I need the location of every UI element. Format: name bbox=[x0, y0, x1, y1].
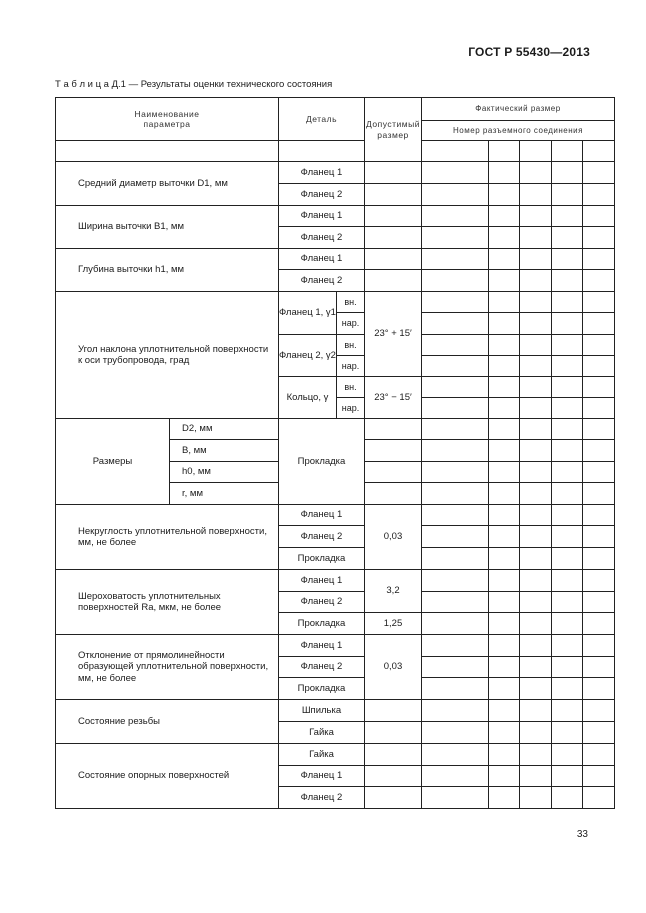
value-cell bbox=[489, 722, 520, 744]
value-cell bbox=[489, 249, 520, 270]
tolerance-cell bbox=[365, 227, 422, 249]
tolerance-cell bbox=[365, 184, 422, 206]
angle-detail-ring: Кольцо, γ bbox=[279, 377, 337, 419]
tolerance-cell bbox=[365, 270, 422, 292]
value-cell bbox=[552, 505, 583, 526]
param-sizes: Размеры bbox=[56, 419, 170, 505]
value-cell bbox=[583, 548, 615, 570]
side-outer: нар. bbox=[337, 356, 365, 377]
value-cell bbox=[489, 206, 520, 227]
value-cell bbox=[489, 483, 520, 505]
tolerance-cell bbox=[365, 722, 422, 744]
value-cell bbox=[552, 613, 583, 635]
value-cell bbox=[583, 462, 615, 483]
detail-cell: Прокладка bbox=[279, 678, 365, 700]
value-cell bbox=[422, 505, 489, 526]
value-cell bbox=[583, 398, 615, 419]
side-inner: вн. bbox=[337, 377, 365, 398]
value-cell bbox=[520, 419, 552, 440]
value-cell bbox=[520, 249, 552, 270]
size-d2: D2, мм bbox=[170, 419, 279, 440]
param-angle: Угол наклона уплотнительной поверхности к оси трубопровода, град bbox=[56, 292, 279, 419]
table-caption: Т а б л и ц а Д.1 — Результаты оценки технического состояния bbox=[55, 79, 333, 90]
value-cell bbox=[422, 440, 489, 462]
detail-cell: Прокладка bbox=[279, 613, 365, 635]
tolerance-cell bbox=[365, 700, 422, 722]
param-straightness: Отклонение от прямолинейности образующей уплотнительной поверхности, мм, не более bbox=[56, 635, 279, 700]
side-inner: вн. bbox=[337, 335, 365, 356]
value-cell bbox=[520, 787, 552, 809]
value-cell bbox=[552, 206, 583, 227]
value-cell bbox=[520, 505, 552, 526]
detail-cell: Фланец 2 bbox=[279, 592, 365, 613]
value-cell bbox=[520, 398, 552, 419]
value-cell bbox=[552, 635, 583, 657]
detail-cell: Фланец 2 bbox=[279, 787, 365, 809]
value-cell bbox=[422, 356, 489, 377]
value-cell bbox=[520, 313, 552, 335]
value-cell bbox=[583, 678, 615, 700]
value-cell bbox=[552, 162, 583, 184]
value-cell bbox=[489, 548, 520, 570]
value-cell bbox=[489, 356, 520, 377]
value-cell bbox=[583, 592, 615, 613]
value-cell bbox=[583, 657, 615, 678]
value-cell bbox=[422, 592, 489, 613]
value-cell bbox=[422, 766, 489, 787]
value-cell bbox=[520, 570, 552, 592]
joint-cell bbox=[552, 141, 583, 162]
param-depth: Глубина выточки h1, мм bbox=[56, 249, 279, 292]
value-cell bbox=[520, 722, 552, 744]
detail-cell: Фланец 2 bbox=[279, 657, 365, 678]
value-cell bbox=[489, 462, 520, 483]
value-cell bbox=[422, 419, 489, 440]
value-cell bbox=[520, 613, 552, 635]
detail-cell: Шпилька bbox=[279, 700, 365, 722]
value-cell bbox=[520, 592, 552, 613]
value-cell bbox=[583, 570, 615, 592]
tolerance-cell bbox=[365, 249, 422, 270]
value-cell bbox=[583, 722, 615, 744]
value-cell bbox=[520, 657, 552, 678]
value-cell bbox=[583, 505, 615, 526]
value-cell bbox=[489, 335, 520, 356]
value-cell bbox=[520, 270, 552, 292]
value-cell bbox=[422, 570, 489, 592]
tolerance-straightness: 0,03 bbox=[365, 635, 422, 700]
value-cell bbox=[520, 526, 552, 548]
value-cell bbox=[583, 206, 615, 227]
value-cell bbox=[583, 227, 615, 249]
detail-cell: Фланец 2 bbox=[279, 526, 365, 548]
value-cell bbox=[489, 505, 520, 526]
param-width: Ширина выточки B1, мм bbox=[56, 206, 279, 249]
size-b: B, мм bbox=[170, 440, 279, 462]
detail-cell: Фланец 1 bbox=[279, 162, 365, 184]
value-cell bbox=[422, 206, 489, 227]
value-cell bbox=[583, 270, 615, 292]
value-cell bbox=[552, 398, 583, 419]
value-cell bbox=[422, 398, 489, 419]
value-cell bbox=[583, 787, 615, 809]
value-cell bbox=[422, 635, 489, 657]
value-cell bbox=[552, 678, 583, 700]
value-cell bbox=[422, 700, 489, 722]
value-cell bbox=[552, 483, 583, 505]
value-cell bbox=[520, 744, 552, 766]
param-thread: Состояние резьбы bbox=[56, 700, 279, 744]
value-cell bbox=[520, 206, 552, 227]
size-h0: h0, мм bbox=[170, 462, 279, 483]
value-cell bbox=[422, 249, 489, 270]
value-cell bbox=[489, 700, 520, 722]
size-r: r, мм bbox=[170, 483, 279, 505]
value-cell bbox=[552, 700, 583, 722]
param-roughness: Шероховатость уплотнительных поверхностей Ra, мкм, не более bbox=[56, 570, 279, 635]
tolerance-cell bbox=[365, 162, 422, 184]
param-diameter: Средний диаметр выточки D1, мм bbox=[56, 162, 279, 206]
value-cell bbox=[422, 657, 489, 678]
value-cell bbox=[422, 526, 489, 548]
param-nonround: Некруглость уплотнительной поверхности, мм, не более bbox=[56, 505, 279, 570]
value-cell bbox=[552, 548, 583, 570]
value-cell bbox=[489, 678, 520, 700]
col-header-detail: Деталь bbox=[279, 98, 365, 141]
value-cell bbox=[552, 184, 583, 206]
value-cell bbox=[552, 377, 583, 398]
value-cell bbox=[552, 440, 583, 462]
value-cell bbox=[422, 462, 489, 483]
value-cell bbox=[422, 227, 489, 249]
detail-cell: Фланец 1 bbox=[279, 249, 365, 270]
value-cell bbox=[520, 356, 552, 377]
value-cell bbox=[489, 526, 520, 548]
value-cell bbox=[552, 657, 583, 678]
value-cell bbox=[552, 419, 583, 440]
value-cell bbox=[489, 398, 520, 419]
value-cell bbox=[552, 787, 583, 809]
tolerance-cell bbox=[365, 462, 422, 483]
value-cell bbox=[552, 335, 583, 356]
value-cell bbox=[422, 613, 489, 635]
value-cell bbox=[552, 570, 583, 592]
detail-cell: Прокладка bbox=[279, 548, 365, 570]
value-cell bbox=[552, 722, 583, 744]
value-cell bbox=[520, 292, 552, 313]
tolerance-cell bbox=[365, 766, 422, 787]
value-cell bbox=[422, 270, 489, 292]
detail-cell: Фланец 2 bbox=[279, 227, 365, 249]
page-number: 33 bbox=[576, 829, 588, 840]
detail-cell: Фланец 2 bbox=[279, 270, 365, 292]
tolerance-nonround: 0,03 bbox=[365, 505, 422, 570]
tolerance-cell bbox=[365, 483, 422, 505]
value-cell bbox=[422, 162, 489, 184]
value-cell bbox=[489, 419, 520, 440]
value-cell bbox=[552, 462, 583, 483]
value-cell bbox=[583, 292, 615, 313]
tolerance-cell bbox=[365, 744, 422, 766]
value-cell bbox=[583, 419, 615, 440]
value-cell bbox=[583, 613, 615, 635]
value-cell bbox=[489, 744, 520, 766]
value-cell bbox=[583, 162, 615, 184]
tolerance-flanges-angle: 23° + 15′ bbox=[365, 292, 422, 377]
header-blank bbox=[279, 141, 365, 162]
side-outer: нар. bbox=[337, 313, 365, 335]
value-cell bbox=[489, 592, 520, 613]
value-cell bbox=[422, 377, 489, 398]
value-cell bbox=[422, 722, 489, 744]
value-cell bbox=[552, 249, 583, 270]
detail-cell: Гайка bbox=[279, 722, 365, 744]
joint-cell bbox=[489, 141, 520, 162]
value-cell bbox=[489, 184, 520, 206]
sizes-detail: Прокладка bbox=[279, 419, 365, 505]
detail-cell: Гайка bbox=[279, 744, 365, 766]
value-cell bbox=[489, 292, 520, 313]
tolerance-cell bbox=[365, 206, 422, 227]
detail-cell: Фланец 1 bbox=[279, 505, 365, 526]
value-cell bbox=[489, 313, 520, 335]
joint-cell bbox=[520, 141, 552, 162]
value-cell bbox=[583, 766, 615, 787]
value-cell bbox=[520, 678, 552, 700]
value-cell bbox=[583, 377, 615, 398]
value-cell bbox=[583, 635, 615, 657]
joint-cell bbox=[583, 141, 615, 162]
value-cell bbox=[489, 570, 520, 592]
value-cell bbox=[520, 440, 552, 462]
detail-cell: Фланец 2 bbox=[279, 184, 365, 206]
col-header-actual: Фактический размер bbox=[422, 98, 615, 121]
col-header-allowable: Допустимый размер bbox=[365, 98, 422, 162]
tolerance-cell bbox=[365, 787, 422, 809]
tolerance-roughness-flanges: 3,2 bbox=[365, 570, 422, 613]
value-cell bbox=[422, 184, 489, 206]
param-support: Состояние опорных поверхностей bbox=[56, 744, 279, 809]
angle-detail-flange2: Фланец 2, γ2 bbox=[279, 335, 337, 377]
value-cell bbox=[489, 635, 520, 657]
value-cell bbox=[583, 356, 615, 377]
value-cell bbox=[583, 700, 615, 722]
value-cell bbox=[552, 766, 583, 787]
col-header-param: Наименование параметра bbox=[56, 98, 279, 141]
value-cell bbox=[552, 526, 583, 548]
tolerance-roughness-gasket: 1,25 bbox=[365, 613, 422, 635]
standard-number: ГОСТ Р 55430—2013 bbox=[468, 45, 590, 59]
value-cell bbox=[489, 766, 520, 787]
value-cell bbox=[422, 292, 489, 313]
side-inner: вн. bbox=[337, 292, 365, 313]
value-cell bbox=[520, 462, 552, 483]
detail-cell: Фланец 1 bbox=[279, 570, 365, 592]
tolerance-cell bbox=[365, 419, 422, 440]
value-cell bbox=[489, 377, 520, 398]
value-cell bbox=[583, 249, 615, 270]
detail-cell: Фланец 1 bbox=[279, 206, 365, 227]
value-cell bbox=[583, 184, 615, 206]
value-cell bbox=[552, 227, 583, 249]
value-cell bbox=[489, 657, 520, 678]
value-cell bbox=[552, 313, 583, 335]
value-cell bbox=[422, 787, 489, 809]
value-cell bbox=[520, 162, 552, 184]
value-cell bbox=[552, 270, 583, 292]
tolerance-ring-angle: 23° − 15′ bbox=[365, 377, 422, 419]
value-cell bbox=[552, 744, 583, 766]
value-cell bbox=[552, 292, 583, 313]
value-cell bbox=[489, 440, 520, 462]
value-cell bbox=[520, 700, 552, 722]
value-cell bbox=[489, 613, 520, 635]
value-cell bbox=[422, 744, 489, 766]
value-cell bbox=[520, 548, 552, 570]
value-cell bbox=[422, 548, 489, 570]
value-cell bbox=[552, 592, 583, 613]
value-cell bbox=[583, 744, 615, 766]
value-cell bbox=[520, 184, 552, 206]
value-cell bbox=[489, 787, 520, 809]
value-cell bbox=[552, 356, 583, 377]
value-cell bbox=[489, 270, 520, 292]
side-outer: нар. bbox=[337, 398, 365, 419]
value-cell bbox=[489, 227, 520, 249]
value-cell bbox=[520, 377, 552, 398]
angle-detail-flange1: Фланец 1, γ1 bbox=[279, 292, 337, 335]
value-cell bbox=[583, 483, 615, 505]
col-header-joint-number: Номер разъемного соединения bbox=[422, 121, 615, 141]
value-cell bbox=[583, 313, 615, 335]
value-cell bbox=[422, 678, 489, 700]
assessment-table bbox=[55, 97, 645, 809]
value-cell bbox=[422, 313, 489, 335]
joint-cell bbox=[422, 141, 489, 162]
header-blank bbox=[56, 141, 279, 162]
value-cell bbox=[583, 526, 615, 548]
value-cell bbox=[583, 335, 615, 356]
detail-cell: Фланец 1 bbox=[279, 766, 365, 787]
value-cell bbox=[489, 162, 520, 184]
value-cell bbox=[520, 483, 552, 505]
value-cell bbox=[422, 335, 489, 356]
value-cell bbox=[520, 766, 552, 787]
value-cell bbox=[520, 635, 552, 657]
value-cell bbox=[422, 483, 489, 505]
value-cell bbox=[583, 440, 615, 462]
value-cell bbox=[520, 227, 552, 249]
tolerance-cell bbox=[365, 440, 422, 462]
detail-cell: Фланец 1 bbox=[279, 635, 365, 657]
value-cell bbox=[520, 335, 552, 356]
